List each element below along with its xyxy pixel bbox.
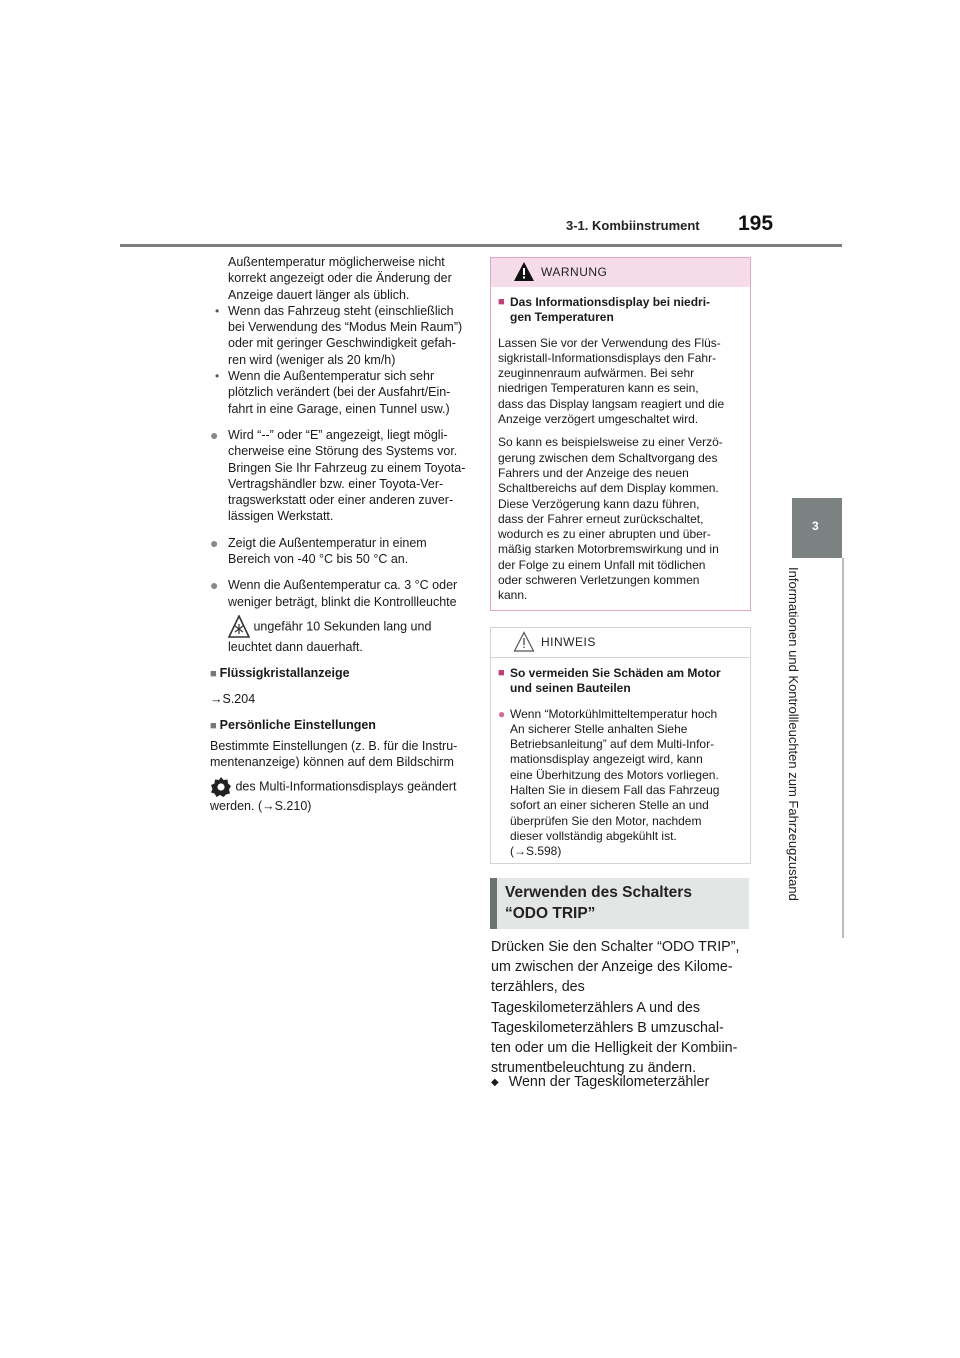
- text-line: Bringen Sie Ihr Fahrzeug zu einem Toyota-: [228, 460, 466, 475]
- text-line: Wenn die Außentemperatur sich sehr: [228, 369, 435, 384]
- warning-paragraph: Lassen Sie vor der Verwendung des Flüs- sigkristall-Informationsdisplays den Fahr- zeuginnenraum aufwärmen. Bei sehr niedrigen Temperaturen kann es sein, dass das Display langsam reagiert und die Anzeige verzögert umgeschaltet wird.: [498, 335, 725, 427]
- square-bullet-icon: ■: [498, 296, 505, 308]
- text-line: weniger beträgt, blinkt die Kontrollleuchte: [228, 594, 457, 609]
- info-paragraph: [210, 427, 472, 525]
- subheading: ■ Flüssigkristallanzeige: [210, 666, 350, 681]
- body-paragraph: [491, 937, 751, 1078]
- text-line: korrekt angezeigt oder die Änderung der: [228, 271, 452, 286]
- bullet-dot: •: [215, 303, 220, 318]
- text-line: Vertragshändler bzw. einer Toyota-Ver-: [228, 476, 444, 491]
- text-line: Außentemperatur möglicherweise nicht: [228, 255, 445, 269]
- section-title: [505, 882, 745, 924]
- warning-paragraph: So kann es beispielsweise zu einer Verzö- gerung zwischen dem Schaltvorgang des Fahrers und der Anzeige des neuen Schaltbereichs auf dem Display kommen. Diese Verzögerung kann dazu führen, dass der Fahrer erneut zurückschaltet, wodurch es zu einer abrupten und über- mäßig starken Motorbremswirkung und in der Folge zu einem Unfall mit tödlichen oder schweren Verletzungen kommen kann.: [498, 435, 723, 603]
- text-line: Tageskilometerzählers A und des: [491, 999, 701, 1016]
- chapter-title-vertical: [775, 567, 811, 927]
- note-body: [491, 658, 750, 860]
- text-line: So vermeiden Sie Schäden am Motor: [510, 666, 721, 680]
- text-line: Drücken Sie den Schalter “ODO TRIP”,: [491, 939, 740, 955]
- text-line: fahrt in eine Garage, einen Tunnel usw.): [228, 401, 450, 416]
- text-line: Bereich von -40 °C bis 50 °C an.: [228, 552, 409, 567]
- circle-bullet-icon: ●: [210, 534, 219, 551]
- note-box: [490, 627, 751, 864]
- text-line: um zwischen der Anzeige des Kilome-: [491, 959, 733, 976]
- chapter-number: 3: [812, 519, 819, 533]
- text-inline: ungefähr 10 Sekunden lang und: [253, 619, 432, 634]
- text-line: “ODO TRIP”: [505, 905, 596, 922]
- note-label: HINWEIS: [541, 635, 596, 649]
- info-paragraph: [210, 577, 472, 655]
- sub-bullet: [210, 303, 472, 368]
- text-line: Wenn das Fahrzeug steht (einschließlich: [228, 303, 454, 318]
- text-line: Das Informationsdisplay bei niedri-: [510, 295, 711, 309]
- text-line: strumentbeleuchtung zu ändern.: [491, 1060, 697, 1077]
- gear-icon: [210, 776, 232, 798]
- note-item: ● Wenn “Motorkühlmitteltemperatur hoch An sicherer Stelle anhalten Siehe Betriebsanleitung” auf dem Multi-Infor- mationsdisplay angezeigt wird, kann eine Überhitzung des Motors vorliegen. Halten Sie in diesem Fall das Fahrzeug sofort an einer sicheren Stelle an und überprüfen Sie den Motor, nachdem dieser vollständig abgekühlt ist. (→S.598): [498, 706, 720, 859]
- warning-icon: [513, 261, 535, 282]
- text-inline: des Multi-Informationsdisplays geändert: [235, 779, 457, 794]
- header-rule: [120, 244, 842, 247]
- text-line: gen Temperaturen: [510, 310, 614, 325]
- text-line: cherweise eine Störung des Systems vor.: [228, 444, 458, 459]
- text-line: plötzlich verändert (bei der Ausfahrt/Ein-: [228, 385, 451, 400]
- circle-bullet-icon: ●: [210, 426, 219, 443]
- warning-title: [498, 295, 744, 326]
- text-line: [210, 776, 472, 798]
- chapter-tab-line: [842, 558, 844, 938]
- chapter-title: Informationen und Kontrollleuchten zum Fahrzeugzustand: [786, 567, 801, 901]
- text-line: ten oder um die Helligkeit der Kombiin-: [491, 1040, 738, 1057]
- caution-icon: [513, 631, 535, 652]
- square-bullet-icon: ■: [498, 667, 505, 679]
- text-line: tragswerkstatt oder einer anderen zuver-: [228, 493, 454, 508]
- note-header: [491, 628, 750, 658]
- note-title: [498, 666, 744, 697]
- continuation-text: [210, 254, 472, 303]
- page-reference: →S.204: [210, 691, 256, 706]
- square-bullet-icon: ■: [210, 668, 217, 681]
- text-line: mentenanzeige) können auf dem Bildschirm: [210, 755, 454, 770]
- circle-bullet-icon: ●: [210, 577, 219, 594]
- square-bullet-icon: ■: [210, 719, 217, 732]
- text-line: Verwenden des Schalters: [505, 884, 692, 901]
- text-line: Wenn die Außentemperatur ca. 3 °C oder: [228, 578, 458, 593]
- diamond-bullet-item: [491, 1074, 709, 1090]
- subheading: ■ Persönliche Einstellungen: [210, 717, 376, 732]
- diamond-bullet-icon: ◆: [491, 1077, 499, 1088]
- circle-bullet-icon: ●: [498, 706, 506, 721]
- text-line: Anzeige dauert länger als üblich.: [228, 287, 410, 302]
- warning-box: [490, 257, 751, 611]
- text-line: Tageskilometerzählers B umzuschal-: [491, 1019, 724, 1036]
- left-column: [210, 254, 472, 814]
- warning-header: [491, 258, 750, 287]
- text-inline: Wenn der Tageskilometerzähler: [508, 1074, 710, 1090]
- ice-warning-icon: [228, 615, 250, 639]
- text-line: Bestimmte Einstellungen (z. B. für die Instru-: [210, 739, 458, 754]
- text-line: oder mit geringer Geschwindigkeit gefah-: [228, 336, 456, 351]
- text-line: leuchtet dann dauerhaft.: [228, 639, 363, 654]
- info-paragraph: [210, 535, 472, 568]
- page-number: 195: [738, 212, 774, 235]
- text-line: Zeigt die Außentemperatur in einem: [228, 535, 427, 550]
- text-line: [228, 615, 472, 639]
- section-heading-bar: [490, 878, 497, 929]
- text-line: werden. (→S.210): [210, 798, 312, 813]
- warning-body: [491, 287, 750, 604]
- text-line: Wird “--” oder “E” angezeigt, liegt mögli-: [228, 427, 448, 442]
- bullet-dot: •: [215, 369, 220, 384]
- sub-bullet: [210, 368, 472, 417]
- text-line: bei Verwendung des “Modus Mein Raum”): [228, 320, 463, 335]
- text-line: terzählers, des: [491, 979, 585, 996]
- warning-label: WARNUNG: [541, 265, 608, 279]
- section-heading: 3-1. Kombiinstrument: [566, 218, 700, 233]
- text-line: ren wird (weniger als 20 km/h): [228, 352, 396, 367]
- text-line: und seinen Bauteilen: [510, 681, 631, 696]
- text-line: lässigen Werkstatt.: [228, 509, 334, 524]
